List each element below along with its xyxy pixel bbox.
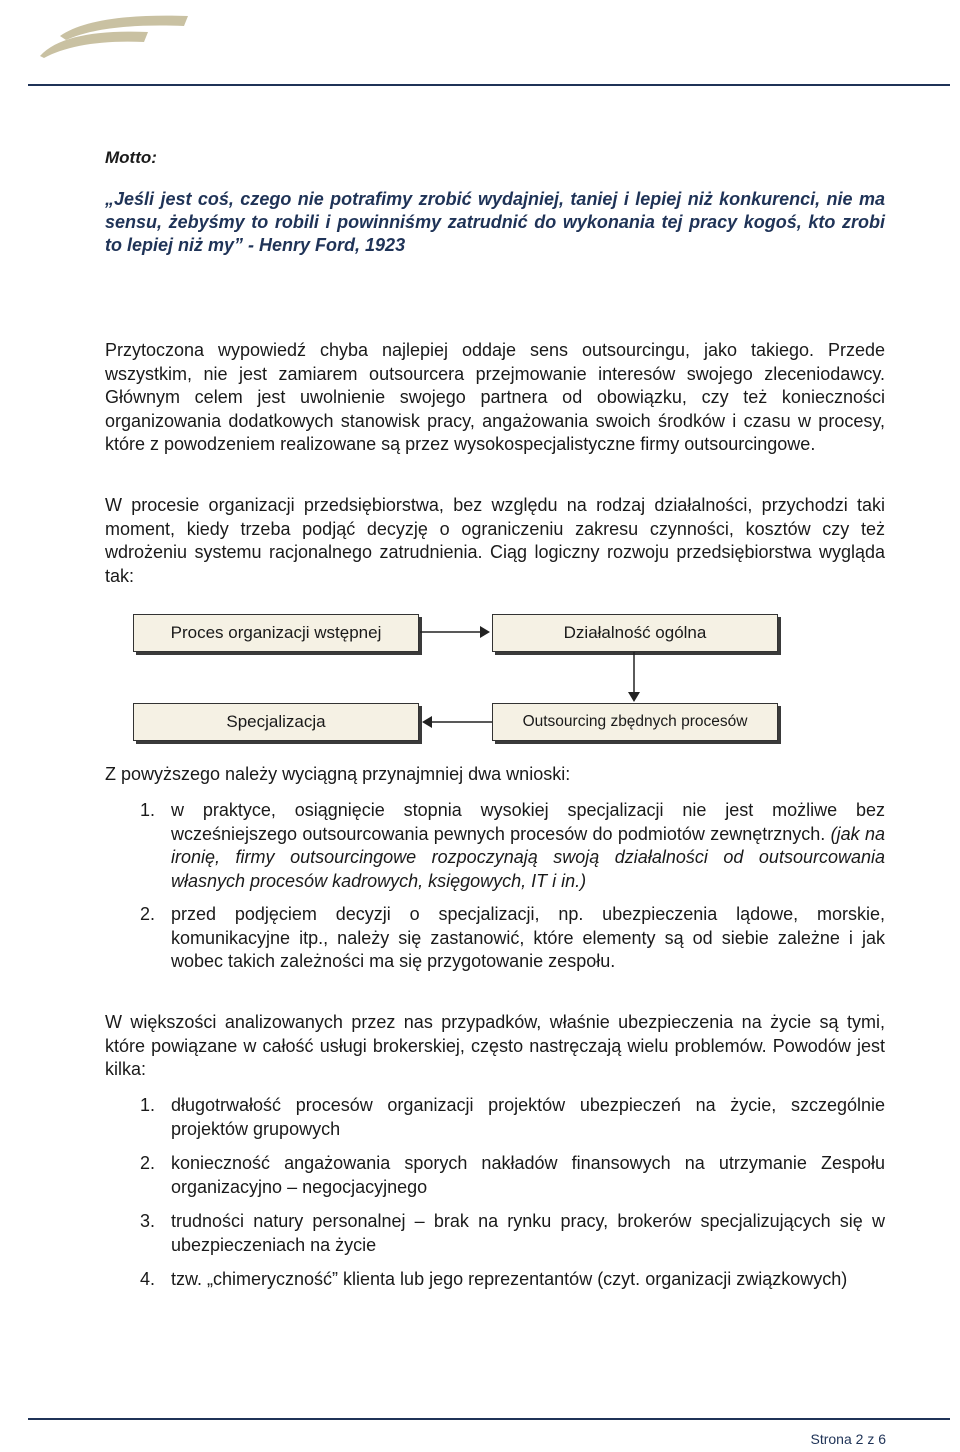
diagram-box-specialization: Specjalizacja xyxy=(133,703,419,741)
page-number: Strona 2 z 6 xyxy=(810,1431,886,1447)
motto-quote: „Jeśli jest coś, czego nie potrafimy zrobić wydajniej, taniej i lepiej niż konkurenci, nie ma sensu, żebyśmy to robili i powinniśmy zatrudnić do wykonania tej pracy kogoś, kto zrobi to lepiej niż my” - Henry Ford, 1923 xyxy=(105,189,885,255)
diagram-box-outsourcing: Outsourcing zbędnych procesów xyxy=(492,703,778,741)
diagram-box-initial-organization: Proces organizacji wstępnej xyxy=(133,614,419,652)
list-item: 1. długotrwałość procesów organizacji projektów ubezpieczeń na życie, szczególnie projektów grupowych xyxy=(140,1095,885,1139)
header-rule xyxy=(28,84,950,86)
footer-rule xyxy=(28,1418,950,1420)
arrow-down-icon xyxy=(624,652,644,704)
conclusions-list xyxy=(105,799,885,984)
list-item: 3. trudności natury personalnej – brak na rynku pracy, brokerów specjalizujących się w ubezpieczeniach na życie xyxy=(140,1211,885,1255)
paragraph-4: W większości analizowanych przez nas przypadków, właśnie ubezpieczenia na życie są tymi, które powiązane w całość usługi brokerskiej, często nastręczają wielu problemów. Powodów jest kilka: xyxy=(105,1012,885,1079)
paragraph-2: W procesie organizacji przedsiębiorstwa, bez względu na rodzaj działalności, przychodzi taki moment, kiedy trzeba podjąć decyzję o ograniczeniu zakresu czynności, kosztów czy też wdrożeniu systemu racjonalnego zatrudnienia. Ciąg logiczny rozwoju przedsiębiorstwa wygląda tak: xyxy=(105,495,885,586)
list-item: 2. konieczność angażowania sporych nakładów finansowych na utrzymanie Zespołu organizacyjno – negocjacyjnego xyxy=(140,1153,885,1197)
reasons-list xyxy=(105,1094,885,1303)
list-item: 4. tzw. „chimeryczność” klienta lub jego reprezentantów (czyt. organizacji związkowych) xyxy=(140,1269,848,1289)
list-item: 2. przed podjęciem decyzji o specjalizacji, np. ubezpieczenia lądowe, morskie, komunikacyjne itp., należy się zastanowić, które elementy są od siebie zależne i jak wobec takich zależności ma się przygotowanie zespołu. xyxy=(140,904,885,971)
paragraph-1: Przytoczona wypowiedź chyba najlepiej oddaje sens outsourcingu, jako takiego. Przede wszystkim, nie jest zamiarem outsourcera przejmowanie interesów swojego zleceniodawcy. Głównym celem jest uwolnienie swojego partnera od obowiązku, czy też konieczności organizowania dodatkowych stanowisk pracy, angażowania swoich środków i czasu w procesy, które z powodzeniem realizowane są przez wysokospecjalistyczne firmy outsourcingowe. xyxy=(105,340,885,454)
list-item: 1. w praktyce, osiągnięcie stopnia wysokiej specjalizacji nie jest możliwe bez wcześniejszego outsourcowania pewnych procesów do podmiotów zewnętrznych. (jak na ironię, firmy outsourcingowe rozpoczynają swoją działalności od outsourcowania własnych procesów kadrowych, księgowych, IT i in.) xyxy=(140,800,885,891)
arrow-right-icon xyxy=(420,622,492,642)
arrow-left-icon xyxy=(420,712,492,732)
paragraph-3: Z powyższego należy wyciągną przynajmniej dwa wnioski: xyxy=(105,764,571,784)
motto-label: Motto: xyxy=(105,148,157,167)
company-logo-icon xyxy=(38,6,198,58)
diagram-box-general-activity: Działalność ogólna xyxy=(492,614,778,652)
